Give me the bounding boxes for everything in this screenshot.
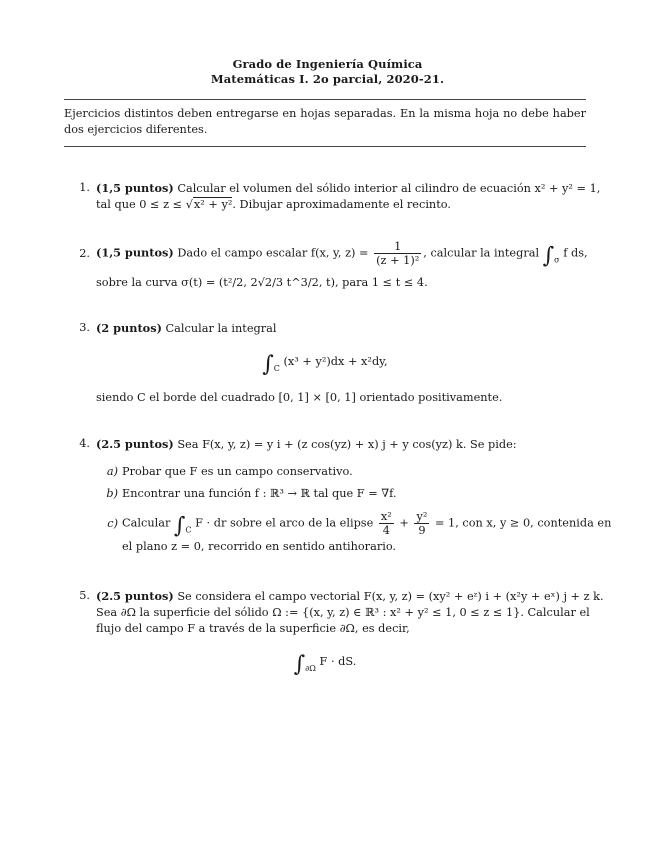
fraction-denominator: (z + 1)² — [376, 254, 420, 267]
flux-formula — [64, 654, 586, 677]
sub-item-text: F · dr sobre el arco de la elipse — [195, 516, 374, 530]
integral-formula — [64, 354, 586, 377]
integral-subscript: C — [273, 364, 280, 373]
exercise-text: Calcular la integral — [165, 322, 277, 335]
sub-item-text: = 1, con x, y ≥ 0, contenida en — [434, 516, 612, 530]
integral-sign: ∫ — [173, 513, 186, 539]
formula-text: (x³ + y²)dx + x²dy, — [283, 355, 388, 368]
exercise-4 — [64, 436, 612, 556]
sub-item-label: a) — [106, 465, 118, 478]
fraction — [379, 510, 394, 537]
exercise-points: (1,5 puntos) — [96, 181, 174, 195]
integral-sign: ∫ — [262, 352, 274, 377]
course-title: Grado de Ingeniería Química — [232, 57, 423, 71]
exercise-number: 3. — [79, 321, 90, 334]
integral-subscript: σ — [554, 255, 560, 265]
formula-text: F · dS. — [319, 655, 357, 668]
exercise-number: 2. — [79, 247, 90, 260]
exercise-3 — [64, 320, 586, 410]
integral-subscript: ∂Ω — [305, 664, 316, 673]
exercise-2 — [64, 240, 586, 290]
exercise-text: sobre la curva σ(t) = (t²/2, 2√2/3 t^3/2, t), para 1 ≤ t ≤ 4. — [96, 275, 428, 289]
fraction — [414, 510, 429, 537]
sub-item-label: b) — [106, 487, 118, 500]
exercise-points: (1,5 puntos) — [96, 245, 174, 260]
sub-item-text: Encontrar una función f : ℝ³ → ℝ tal que F = ∇f. — [122, 487, 397, 500]
exercise-text: flujo del campo F a través de la superficie ∂Ω, es decir, — [96, 622, 410, 635]
instructions-note: Ejercicios distintos deben entregarse en hojas separadas. En la misma hoja no debe haber dos ejercicios diferentes. — [64, 107, 586, 136]
fraction-denominator: 9 — [418, 524, 426, 537]
exercise-text: Sea F(x, y, z) = y i + (z cos(yz) + x) j + y cos(yz) k. Se pide: — [177, 438, 517, 451]
exercise-number: 1. — [79, 181, 90, 194]
exercise-number: 4. — [79, 437, 90, 450]
sub-item-text: el plano z = 0, recorrido en sentido antihorario. — [122, 539, 397, 553]
integral-sign: ∫ — [542, 243, 555, 269]
exercise-text: . Dibujar aproximadamente el recinto. — [232, 198, 451, 211]
plus-sign: + — [399, 516, 409, 530]
exercise-points: (2.5 puntos) — [96, 437, 174, 451]
fraction-numerator: y² — [416, 510, 428, 523]
exercise-points: (2.5 puntos) — [96, 589, 174, 603]
exercise-text: f ds, — [563, 246, 588, 260]
exercise-text: Se considera el campo vectorial F(x, y, z) = (xy² + eᶻ) i + (x²y + eˣ) j + z k. — [177, 590, 604, 603]
exercise-1: 1. (1,5 puntos) Calcular el volumen del sólido interior al cilindro de ecuación x² + y² = 1, tal que 0 ≤ z ≤ √x² + y². Dibujar aproximadamente el recinto. — [64, 180, 586, 214]
integral-subscript: C — [185, 525, 192, 535]
exercise-text: Calcular el volumen del sólido interior al cilindro de ecuación x² + y² = 1, — [177, 182, 601, 195]
exercise-text: tal que 0 ≤ z ≤ — [96, 198, 183, 211]
sub-item-text: Calcular — [122, 516, 171, 530]
fraction-denominator: 4 — [382, 524, 390, 537]
sqrt-expression: x² + y² — [193, 198, 233, 211]
exercise-points: (2 puntos) — [96, 321, 162, 335]
exercise-text: Dado el campo escalar f(x, y, z) = — [177, 246, 369, 260]
sub-item-text: Probar que F es un campo conservativo. — [122, 465, 353, 478]
fraction-numerator: x² — [380, 510, 392, 523]
integral-sign: ∫ — [293, 652, 306, 677]
exercise-text: , calcular la integral — [423, 246, 540, 260]
exercise-text: Sea ∂Ω la superficie del sólido Ω := {(x, y, z) ∈ ℝ³ : x² + y² ≤ 1, 0 ≤ z ≤ 1}. Calcular el — [96, 606, 590, 619]
exam-title: Matemáticas I. 2o parcial, 2020-21. — [210, 72, 445, 86]
top-rule — [64, 99, 586, 100]
fraction-numerator: 1 — [374, 240, 421, 254]
bottom-rule — [64, 146, 586, 147]
fraction — [374, 240, 421, 267]
exercise-text: siendo C el borde del cuadrado [0, 1] × [0, 1] orientado positivamente. — [96, 391, 503, 404]
exercise-5 — [64, 588, 604, 688]
sub-item-label: c) — [107, 517, 118, 530]
exercise-number: 5. — [79, 589, 90, 602]
